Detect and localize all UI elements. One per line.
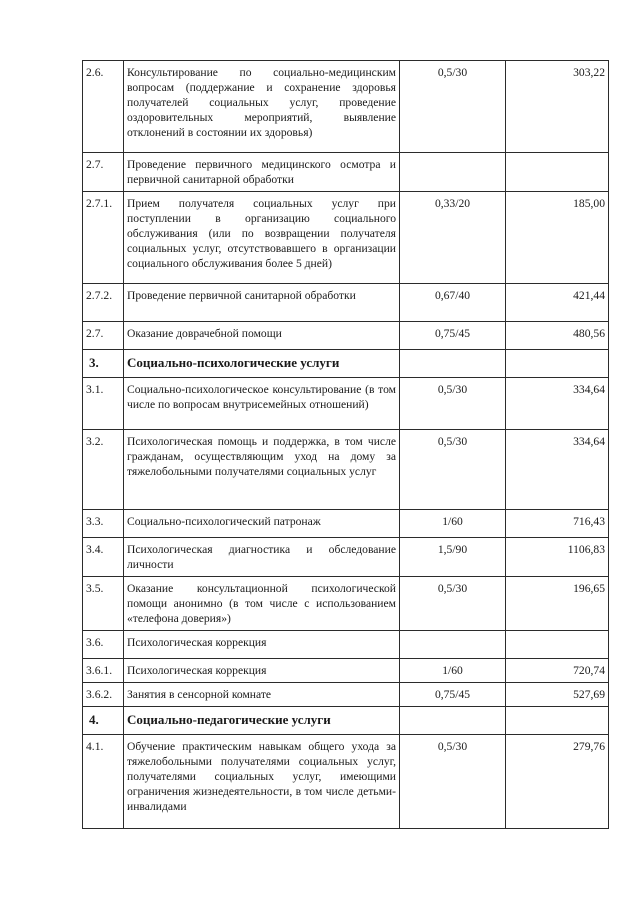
cell-norm: 0,75/45 (400, 322, 506, 350)
cell-norm: 0,67/40 (400, 284, 506, 322)
cell-price: 527,69 (506, 683, 609, 707)
section-row (83, 707, 609, 735)
cell-number: 4.1. (83, 735, 124, 829)
cell-norm: 1/60 (400, 510, 506, 538)
cell-number: 3.6. (83, 631, 124, 659)
table-row (83, 61, 609, 153)
cell-number: 3. (83, 350, 124, 378)
cell-number: 2.7. (83, 322, 124, 350)
cell-norm: 0,5/30 (400, 378, 506, 430)
cell-service-name: Оказание доврачебной помощи (124, 322, 400, 350)
cell-number: 3.2. (83, 430, 124, 510)
cell-number: 3.4. (83, 538, 124, 577)
cell-number: 2.6. (83, 61, 124, 153)
cell-price: 303,22 (506, 61, 609, 153)
table-row (83, 510, 609, 538)
cell-number: 2.7.1. (83, 192, 124, 284)
cell-service-name: Социально-педагогические услуги (124, 707, 400, 735)
table-row (83, 631, 609, 659)
cell-price: 1106,83 (506, 538, 609, 577)
services-table (82, 60, 609, 829)
cell-number: 3.3. (83, 510, 124, 538)
cell-norm: 1,5/90 (400, 538, 506, 577)
cell-norm (400, 350, 506, 378)
cell-number: 2.7. (83, 153, 124, 192)
cell-price: 716,43 (506, 510, 609, 538)
cell-price: 334,64 (506, 430, 609, 510)
cell-service-name: Консультирование по социально-медицинским вопросам (поддержание и сохранение здоровья получателей социальных услуг, проведение оздоровительных мероприятий, выявление отклонений в состоянии их здоровья) (124, 61, 400, 153)
cell-price: 334,64 (506, 378, 609, 430)
cell-norm: 0,75/45 (400, 683, 506, 707)
table-row (83, 153, 609, 192)
cell-service-name: Социально-психологическое консультирование (в том числе по вопросам внутрисемейных отношений) (124, 378, 400, 430)
cell-norm: 0,33/20 (400, 192, 506, 284)
cell-number: 3.5. (83, 577, 124, 631)
cell-price (506, 631, 609, 659)
cell-service-name: Занятия в сенсорной комнате (124, 683, 400, 707)
cell-price: 279,76 (506, 735, 609, 829)
cell-service-name: Социально-психологические услуги (124, 350, 400, 378)
cell-norm (400, 631, 506, 659)
cell-norm: 1/60 (400, 659, 506, 683)
cell-norm: 0,5/30 (400, 735, 506, 829)
cell-service-name: Психологическая коррекция (124, 659, 400, 683)
cell-service-name: Психологическая помощь и поддержка, в том числе гражданам, осуществляющим уход на дому за тяжелобольными получателями социальных услуг (124, 430, 400, 510)
table-row (83, 735, 609, 829)
cell-norm: 0,5/30 (400, 577, 506, 631)
table-row (83, 659, 609, 683)
cell-number: 4. (83, 707, 124, 735)
cell-number: 3.1. (83, 378, 124, 430)
cell-norm: 0,5/30 (400, 430, 506, 510)
cell-norm: 0,5/30 (400, 61, 506, 153)
cell-number: 2.7.2. (83, 284, 124, 322)
cell-number: 3.6.1. (83, 659, 124, 683)
cell-price: 196,65 (506, 577, 609, 631)
table-row (83, 378, 609, 430)
table-row (83, 192, 609, 284)
cell-service-name: Прием получателя социальных услуг при поступлении в организацию социального обслуживания (или по возвращении получателя социальных услуг, отсутствовавшего в организации социального обслуживания более 5 дней) (124, 192, 400, 284)
cell-price: 421,44 (506, 284, 609, 322)
cell-price (506, 350, 609, 378)
cell-price (506, 153, 609, 192)
table-row (83, 577, 609, 631)
cell-norm (400, 707, 506, 735)
cell-price: 720,74 (506, 659, 609, 683)
cell-service-name: Проведение первичного медицинского осмотра и первичной санитарной обработки (124, 153, 400, 192)
cell-service-name: Социально-психологический патронаж (124, 510, 400, 538)
cell-norm (400, 153, 506, 192)
cell-service-name: Психологическая диагностика и обследование личности (124, 538, 400, 577)
cell-price: 185,00 (506, 192, 609, 284)
cell-service-name: Оказание консультационной психологической помощи анонимно (в том числе с использованием «телефона доверия») (124, 577, 400, 631)
table-row (83, 322, 609, 350)
cell-service-name: Психологическая коррекция (124, 631, 400, 659)
cell-service-name: Обучение практическим навыкам общего ухода за тяжелобольными получателями социальных услуг, получателями социальных услуг, имеющими ограничения жизнедеятельности, в том числе детьми-инвалидами (124, 735, 400, 829)
table-row (83, 683, 609, 707)
table-row (83, 284, 609, 322)
cell-price (506, 707, 609, 735)
cell-number: 3.6.2. (83, 683, 124, 707)
cell-price: 480,56 (506, 322, 609, 350)
table-row (83, 538, 609, 577)
services-table-body (83, 61, 609, 829)
cell-service-name: Проведение первичной санитарной обработки (124, 284, 400, 322)
table-row (83, 430, 609, 510)
section-row (83, 350, 609, 378)
